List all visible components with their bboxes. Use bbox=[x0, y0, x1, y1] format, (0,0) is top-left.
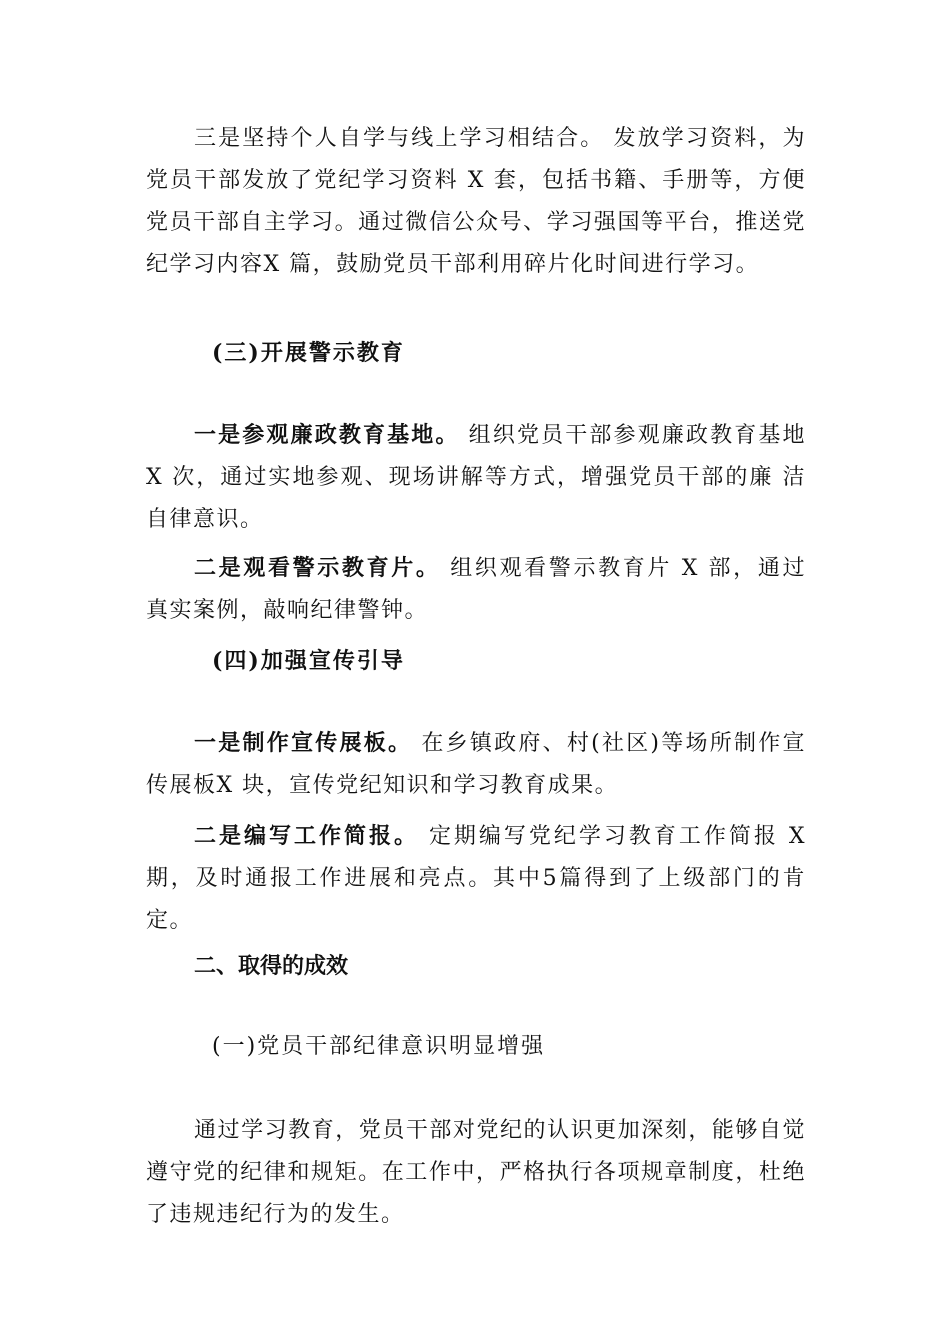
paragraph-lead: 二是编写工作简报。 bbox=[194, 823, 419, 849]
heading-publicity: (四)加强宣传引导 bbox=[212, 648, 405, 674]
section-heading-achievements: 二、取得的成效 bbox=[194, 954, 349, 979]
paragraph-body: 发放学习资料，为党员干部发放了党纪学习资料 X 套，包括书籍、手册等，方便党员干部自主学习。通过微信公众号、学习强国等平台，推送党纪学习内容X 篇，鼓励党员干部利用碎片化时间进行学习。 bbox=[146, 126, 806, 277]
paragraph-lead: 三是坚持个人自学与线上学习相结合。 bbox=[194, 126, 605, 151]
heading-warning-education: (三)开展警示教育 bbox=[212, 340, 405, 366]
paragraph-body: 通过学习教育，党员干部对党纪的认识更加深刻，能够自觉遵守党的纪律和规矩。在工作中，严格执行各项规章制度，杜绝了违规违纪行为的发生。 bbox=[146, 1118, 806, 1227]
paragraph-lead: 二是观看警示教育片。 bbox=[194, 555, 441, 581]
paragraph-warning-film bbox=[146, 547, 806, 632]
subheading-discipline-awareness: (一)党员干部纪律意识明显增强 bbox=[212, 1034, 546, 1059]
paragraph-lead: 一是参观廉政教育基地。 bbox=[194, 422, 460, 448]
paragraph-display-boards bbox=[146, 722, 806, 807]
paragraph-online-learning bbox=[146, 118, 806, 286]
paragraph-visit-base bbox=[146, 414, 806, 541]
paragraph-lead: 一是制作宣传展板。 bbox=[194, 730, 413, 756]
paragraph-body: 定期编写党纪学习教育工作简报 X 期，及时通报工作进展和亮点。其中5篇得到了上级部门的肯 定。 bbox=[146, 824, 806, 933]
paragraph-body: 组织观看警示教育片 X 部，通过 真实案例，敲响纪律警钟。 bbox=[146, 556, 806, 623]
paragraph-body: 组织党员干部参观廉政教育基地 X 次，通过实地参观、现场讲解等方式，增强党员干部的廉 洁自律意识。 bbox=[146, 423, 806, 532]
paragraph-work-briefing bbox=[146, 815, 806, 942]
paragraph-discipline-result bbox=[146, 1110, 806, 1236]
paragraph-body: 在乡镇政府、村(社区)等场所制作宣传展板X 块，宣传党纪知识和学习教育成果。 bbox=[146, 731, 806, 798]
